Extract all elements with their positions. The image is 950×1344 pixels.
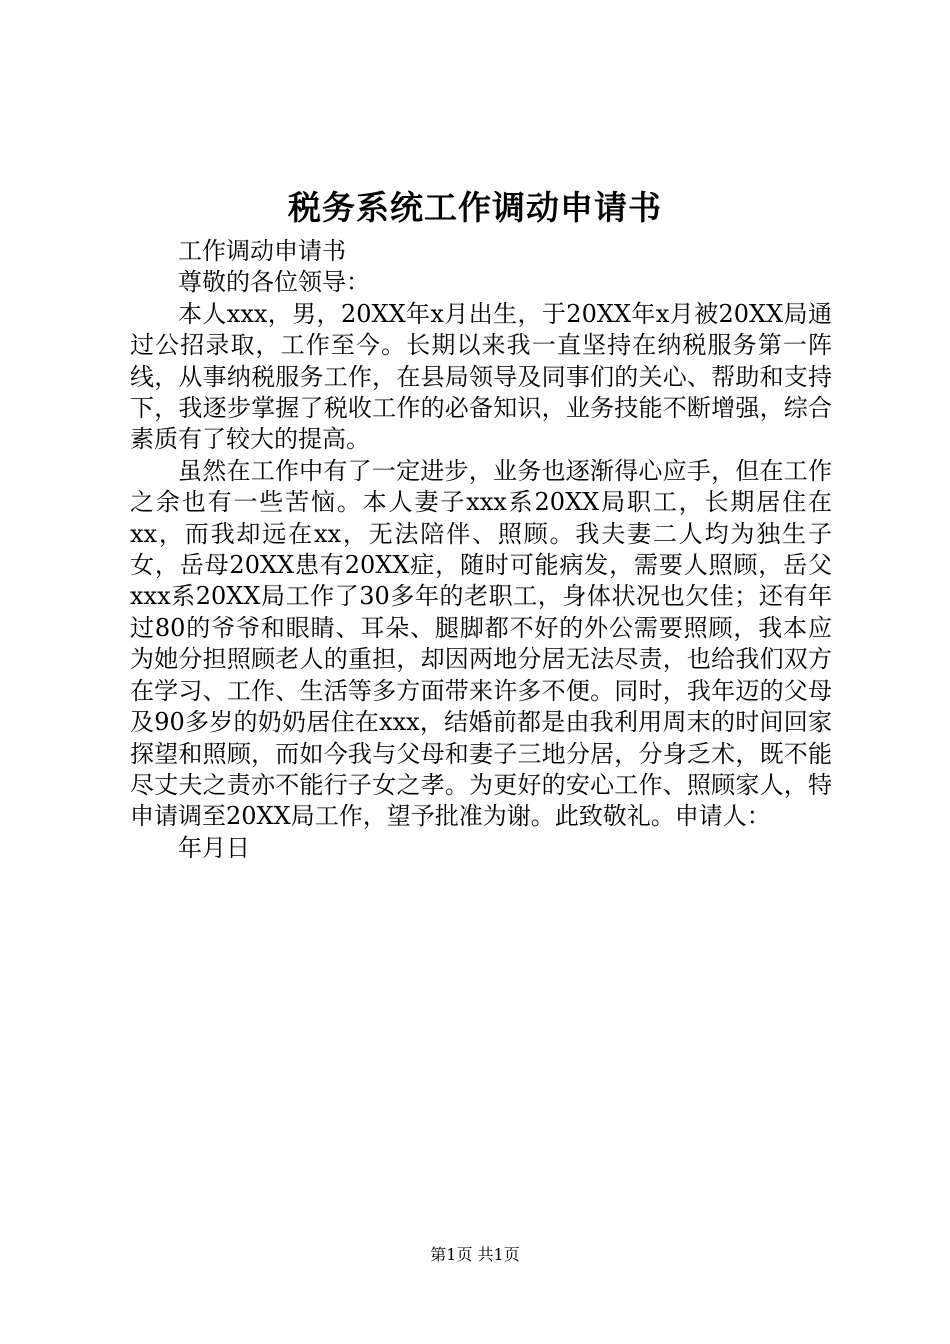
body-paragraph-salutation: 尊敬的各位领导： (178, 268, 370, 297)
page-footer: 第1页 共1页 (430, 1245, 520, 1264)
document-body (130, 236, 832, 864)
body-paragraph-request: 虽然在工作中有了一定进步，业务也逐渐得心应手，但在工作之余也有一些苦恼。本人妻子xxx系20XX局职工，长期居住在xx，而我却远在xx，无法陪伴、照顾。我夫妻二人均为独生子女，岳母20XX患有20XX症，随时可能病发，需要人照顾，岳父xxx系20XX局工作了30多年的老职工，身体状况也欠佳；还有年过80的爷爷和眼睛、耳朵、腿脚都不好的外公需要照顾，我本应为她分担照顾老人的重担，却因两地分居无法尽责，也给我们双方在学习、工作、生活等多方面带来许多不便。同时，我年迈的父母及90多岁的奶奶居住在xxx，结婚前都是由我利用周末的时间回家探望和照顾，而如今我与父母和妻子三地分居，分身乏术，既不能尽丈夫之责亦不能行子女之孝。为更好的安心工作、照顾家人，特申请调至20XX局工作，望予批准为谢。此致敬礼。申请人： (130, 456, 832, 831)
document-title: 税务系统工作调动申请书 (288, 188, 662, 227)
body-paragraph-date: 年月日 (178, 833, 250, 862)
body-paragraph-heading: 工作调动申请书 (178, 237, 346, 265)
body-paragraph-introduction: 本人xxx，男，20XX年x月出生，于20XX年x月被20XX局通过公招录取，工作至今。长期以来我一直坚持在纳税服务第一阵线，从事纳税服务工作，在县局领导及同事们的关心、帮助和支持下，我逐步掌握了税收工作的必备知识，业务技能不断增强，综合素质有了较大的提高。 (130, 299, 832, 454)
